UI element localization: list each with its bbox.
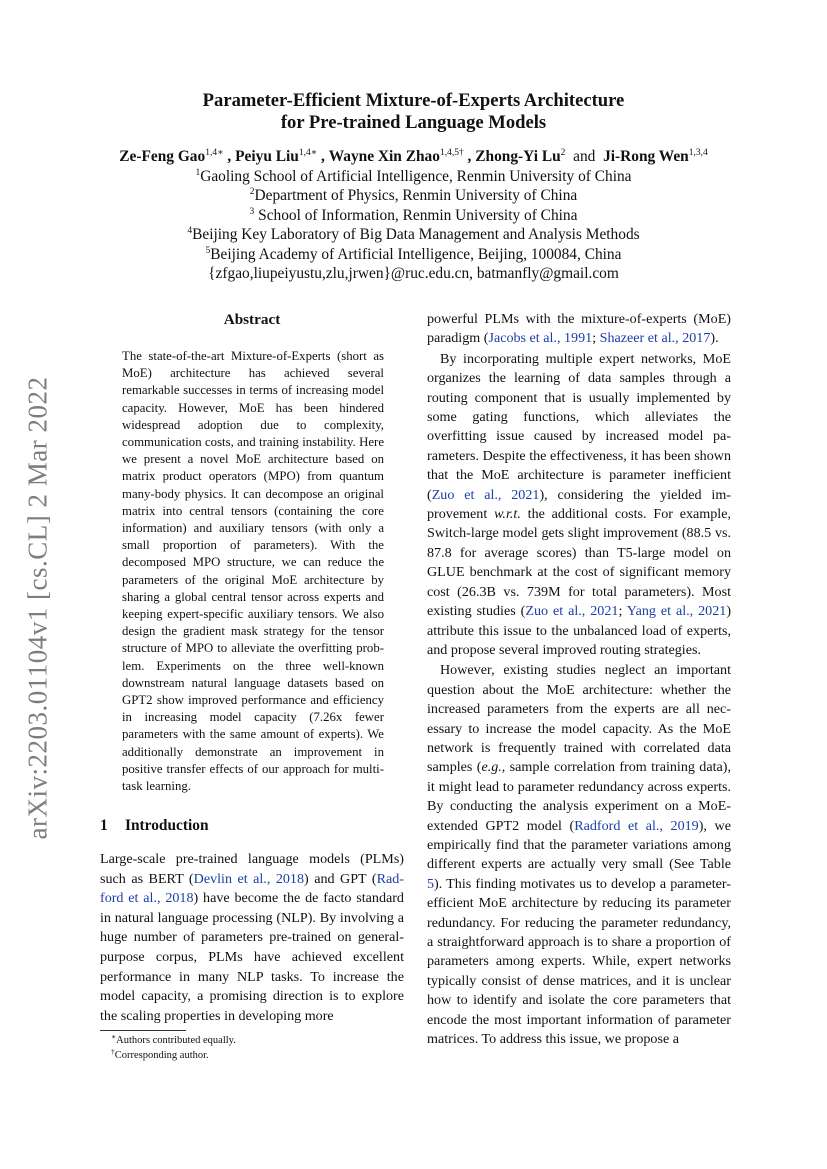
author-name: Wayne Xin Zhao bbox=[328, 148, 440, 165]
title-line-2: for Pre-trained Language Models bbox=[280, 112, 547, 133]
author-emails[interactable]: {zfgao,liupeiyustu,zlu,jrwen}@ruc.edu.cn, batmanfly@gmail.com bbox=[208, 265, 619, 283]
citation-link[interactable]: Jacobs et al., 1991 bbox=[488, 330, 593, 347]
body-paragraph bbox=[427, 310, 731, 349]
section-title: Introduction bbox=[125, 817, 209, 834]
text-run: However, existing studies neglect an important question about the MoE architecture: whether the increased parameters from the experts are all necessary to increase the model capacity. As the MoE network is frequently trained with correlated data samples ( bbox=[427, 662, 731, 776]
footnote bbox=[100, 1034, 404, 1049]
affiliation bbox=[60, 245, 767, 264]
text-run: ) attribute this issue to the unbalanced load of experts, and propose several improved routing strategies. bbox=[427, 603, 732, 658]
author-separator: , bbox=[227, 148, 232, 165]
affiliation-list bbox=[60, 167, 767, 283]
text-run: ; bbox=[592, 330, 600, 347]
arxiv-identifier-text: arXiv:2203.01104v1 [cs.CL] 2 Mar 2022 bbox=[22, 376, 53, 839]
text-run: ) and GPT ( bbox=[304, 870, 377, 887]
affiliation bbox=[60, 186, 767, 205]
title-line-1: Parameter-Efficient Mixture-of-Experts Architecture bbox=[202, 90, 625, 111]
affil-text: School of Information, Renmin University of China bbox=[254, 206, 578, 224]
affil-text: Department of Physics, Renmin University of China bbox=[254, 187, 578, 205]
author-affil-marker: 1,4∗ bbox=[205, 148, 224, 158]
footnote-marker: ∗ bbox=[111, 1032, 117, 1041]
affil-marker: 5 bbox=[205, 245, 211, 256]
affil-text: Beijing Academy of Artificial Intelligence, Beijing, 100084, China bbox=[210, 245, 622, 263]
author-affil-marker: 1,4,5† bbox=[439, 148, 464, 158]
text-run: sample correlation from training data), it might lead to parameter redundancy across experts. By conducting the analysis experiment on a MoE-extended GPT2 model ( bbox=[427, 759, 731, 834]
citation-link[interactable]: Zuo et al., 2021 bbox=[431, 486, 540, 503]
affiliation bbox=[60, 167, 767, 186]
body-paragraph bbox=[427, 661, 731, 1049]
right-column bbox=[427, 310, 731, 1049]
footnotes bbox=[100, 1034, 404, 1063]
footnote bbox=[100, 1046, 404, 1064]
section-number: 1 bbox=[100, 817, 108, 834]
author-name: Zhong-Yi Lu bbox=[475, 148, 561, 165]
abstract-text: The state-of-the-art Mixture-of-Experts (short as MoE) architecture has achieved several remarkable successes in terms of increasing model capacity. However, MoE has been hindered widespread adoption due to complexity, communication costs, and training instability. Here we present a novel MoE architecture based on matrix product operators (MPO) from quantum many-body physics. It can decompose an original matrix into central tensors (containing the core information) and auxiliary tensors (with only a small proportion of parameters). With the decomposed MPO structure, we can reduce the parameters of the original MoE architecture by sharing a global central tensor across experts and keeping expert-specific auxiliary tensors. We also design the gradient mask strategy for the tensor structure of MPO to alleviate the overfitting problem. Experiments on the three well-known downstream natural language datasets based on GPT2 show improved performance and efficiency in increasing model capacity (7.26x fewer parameters with the same amount of experts). We additionally demonstrate an improvement in positive transfer effects of our approach for multi-task learning. bbox=[122, 349, 384, 794]
author-list bbox=[60, 147, 767, 167]
text-run: ; bbox=[618, 603, 627, 620]
affil-text: Gaoling School of Artificial Intelligence, Renmin University of China bbox=[200, 168, 632, 185]
text-run: ). This finding motivates us to develop a parameter-efficient MoE architecture by reducing its parameter redundancy. For reducing the parameter redundancy, a straightforward approach is to share a proportion of parameters among experts. While, expert networks typically consist of dense matrices, and it is unclear how to identify and isolate the core parameters that encode the most important information of parameter matrices. To address this issue, we propose a bbox=[427, 875, 731, 1048]
author-affil-marker: 1,4∗ bbox=[298, 148, 318, 158]
text-run: ) have become the de facto standard in natural language processing (NLP). By involving a huge number of parameters pre-trained on general-purpose corpus, PLMs have achieved excellent performance in many NLP tasks. To increase the model capacity, a promising direction is to explore the scaling properties in developing more bbox=[100, 890, 404, 1024]
citation-link[interactable]: Devlin et al., 2018 bbox=[193, 870, 305, 887]
introduction-paragraph bbox=[100, 850, 404, 1026]
body-paragraph bbox=[427, 350, 731, 661]
text-run: w.r.t. bbox=[494, 506, 521, 523]
citation-link[interactable]: Radford et al., 2018 bbox=[100, 870, 404, 907]
author-separator: , bbox=[321, 148, 325, 165]
text-run: ), we empirically find that the parameter variations among different experts are actually very small (See Table bbox=[427, 817, 731, 873]
text-run: ), considering the yielded improvement bbox=[427, 486, 731, 523]
footnote-text: Authors contributed equally. bbox=[116, 1035, 236, 1046]
affiliation bbox=[60, 225, 767, 244]
author-separator: , bbox=[467, 148, 472, 165]
text-run: ). bbox=[710, 330, 719, 347]
footnote-divider bbox=[100, 1030, 186, 1031]
author-name: Ze-Feng Gao bbox=[119, 148, 206, 165]
citation-link[interactable]: Yang et al., 2021 bbox=[626, 603, 727, 620]
author-affil-marker: 2 bbox=[560, 148, 566, 158]
affil-marker: 1 bbox=[195, 168, 201, 178]
author-name: Peiyu Liu bbox=[235, 148, 299, 165]
author-affil-marker: 1,3,4 bbox=[688, 148, 708, 158]
affiliation bbox=[60, 206, 767, 225]
citation-link[interactable]: Radford et al., 2019 bbox=[574, 817, 699, 834]
text-run: e.g., bbox=[481, 759, 506, 776]
text-run: the additional costs. For example, Switch-large model gets slight improvement (88.5 vs. 87.8 for average scores) than T5-large model on GLUE benchmark at the cost of significant memory cost (26.3B vs. 739M for total parameters). Most existing studies ( bbox=[427, 506, 731, 620]
affil-marker: 2 bbox=[249, 187, 255, 198]
citation-link[interactable]: Zuo et al., 2021 bbox=[525, 603, 619, 620]
paper-title bbox=[100, 90, 727, 134]
author-name: Ji-Rong Wen bbox=[603, 148, 689, 165]
abstract-heading: Abstract bbox=[223, 311, 281, 328]
footnote-text: Corresponding author. bbox=[114, 1049, 209, 1061]
text-run: powerful PLMs with the mixture-of-experts (MoE) paradigm ( bbox=[427, 311, 731, 347]
section-heading-introduction bbox=[100, 817, 209, 835]
affil-text: Beijing Key Laboratory of Big Data Management and Analysis Methods bbox=[192, 226, 640, 244]
footnote-marker: † bbox=[111, 1046, 115, 1056]
citation-link[interactable]: Shazeer et al., 2017 bbox=[599, 330, 711, 347]
table-reference-link[interactable]: 5 bbox=[427, 875, 435, 892]
affil-marker: 4 bbox=[187, 226, 193, 237]
text-run: Large-scale pre-trained language models (PLMs) such as BERT ( bbox=[100, 851, 404, 887]
arxiv-identifier bbox=[18, 365, 58, 850]
author-conjunction: and bbox=[573, 148, 596, 165]
text-run: By incorporating multiple expert networks, MoE organizes the learning of data samples through a routing component that is usually implemented by some gating functions, which alleviates the overfitting issue caused by increased model parameters. Despite the effectiveness, it has been shown that the MoE architecture is parameter inefficient ( bbox=[427, 350, 731, 503]
affil-marker: 3 bbox=[249, 206, 255, 217]
